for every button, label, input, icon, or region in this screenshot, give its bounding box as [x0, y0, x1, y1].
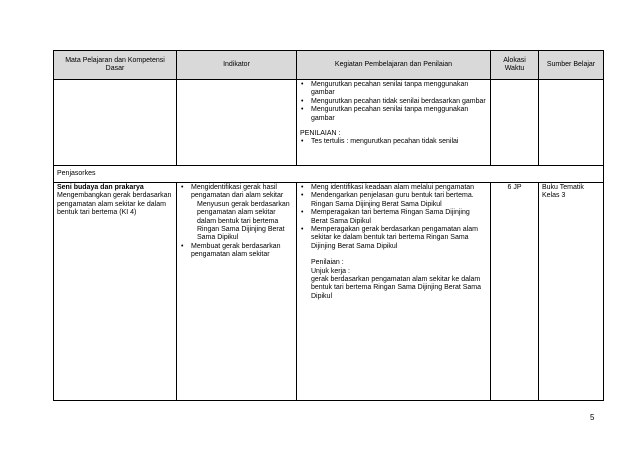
assessment-sub: Unjuk kerja : — [311, 267, 350, 275]
activity-list — [300, 81, 487, 123]
assessment-block — [300, 259, 487, 301]
page-number: 5 — [590, 413, 595, 422]
assessment-text: gerak berdasarkan pengamatan alam sekitar ke dalam bentuk tari bertema Ringan Sama Dijinjing Berat Sama Dipikul — [311, 276, 482, 300]
subject-cell — [54, 183, 177, 401]
source-cell — [539, 80, 604, 166]
header-time: Alokasi Waktu — [491, 51, 539, 80]
source-cell: Buku Tematik Kelas 3 — [539, 183, 604, 401]
indicator-cell — [177, 80, 297, 166]
list-item: • Mendengarkan penjelasan guru bentuk tari bertema. Ringan Sama Dijinjing Berat Sama Dipikul — [311, 192, 487, 209]
list-item: • Mengurutkan pecahan tidak senilai berdasarkan gambar — [311, 98, 487, 106]
time-cell — [491, 80, 539, 166]
header-activities: Kegiatan Pembelajaran dan Penilaian — [297, 51, 491, 80]
list-item: • Mengidentifikasi gerak hasil pengamatan dari alam sekitar Menyusun gerak berdasarkan pengamatan alam sekitar dalam bentuk tari bertema Ringan Sama Dijinjing Berat Sama Dipikul — [191, 184, 293, 243]
activity-list — [300, 184, 487, 251]
list-item: • Meng identifikasi keadaan alam melalui pengamatan — [311, 184, 487, 192]
assessment-title: PENILAIAN : — [300, 130, 341, 138]
indicator-sub-text: Menyusun gerak berdasarkan pengamatan alam sekitar dalam bentuk tari bertema Ringan Sama Dijinjing Berat Sama Dipikul — [197, 200, 290, 242]
table-row — [54, 80, 604, 166]
list-item: • Memperagakan tari bertema Ringan Sama Dijinjing Berat Sama Dipikul — [311, 209, 487, 226]
activities-cell — [297, 80, 491, 166]
assessment-list — [300, 138, 487, 146]
subject-title: Seni budaya dan prakarya — [57, 184, 144, 191]
assessment-title: Penilaian : — [311, 259, 344, 267]
subject-row-label: Penjasorkes — [54, 166, 604, 183]
table-row — [54, 183, 604, 401]
list-item: • Membuat gerak berdasarkan pengamatan alam sekitar — [191, 243, 293, 260]
activities-cell — [297, 183, 491, 401]
list-item: • Memperagakan gerak berdasarkan pengamatan alam sekitar ke dalam bentuk tari bertema Ringan Sama Dijinjing Berat Sama Dipikul — [311, 226, 487, 251]
subject-text: Mengembangkan gerak berdasarkan pengamatan alam sekitar ke dalam bentuk tari bertema (KI 4) — [57, 192, 172, 217]
header-source: Sumber Belajar — [539, 51, 604, 80]
lesson-plan-table — [53, 50, 604, 401]
indicator-list — [180, 184, 293, 260]
list-item: • Mengurutkan pecahan senilai tanpa menggunakan gambar — [311, 81, 487, 98]
table-row — [54, 166, 604, 183]
header-subject: Mata Pelajaran dan Kompetensi Dasar — [54, 51, 177, 80]
list-item: • Mengurutkan pecahan senilai tanpa menggunakan gambar — [311, 106, 487, 123]
table-header-row — [54, 51, 604, 80]
indicator-cell — [177, 183, 297, 401]
list-item: • Tes tertulis : mengurutkan pecahan tidak senilai — [311, 138, 487, 146]
subject-cell — [54, 80, 177, 166]
time-cell: 6 JP — [491, 183, 539, 401]
header-indicator: Indikator — [177, 51, 297, 80]
